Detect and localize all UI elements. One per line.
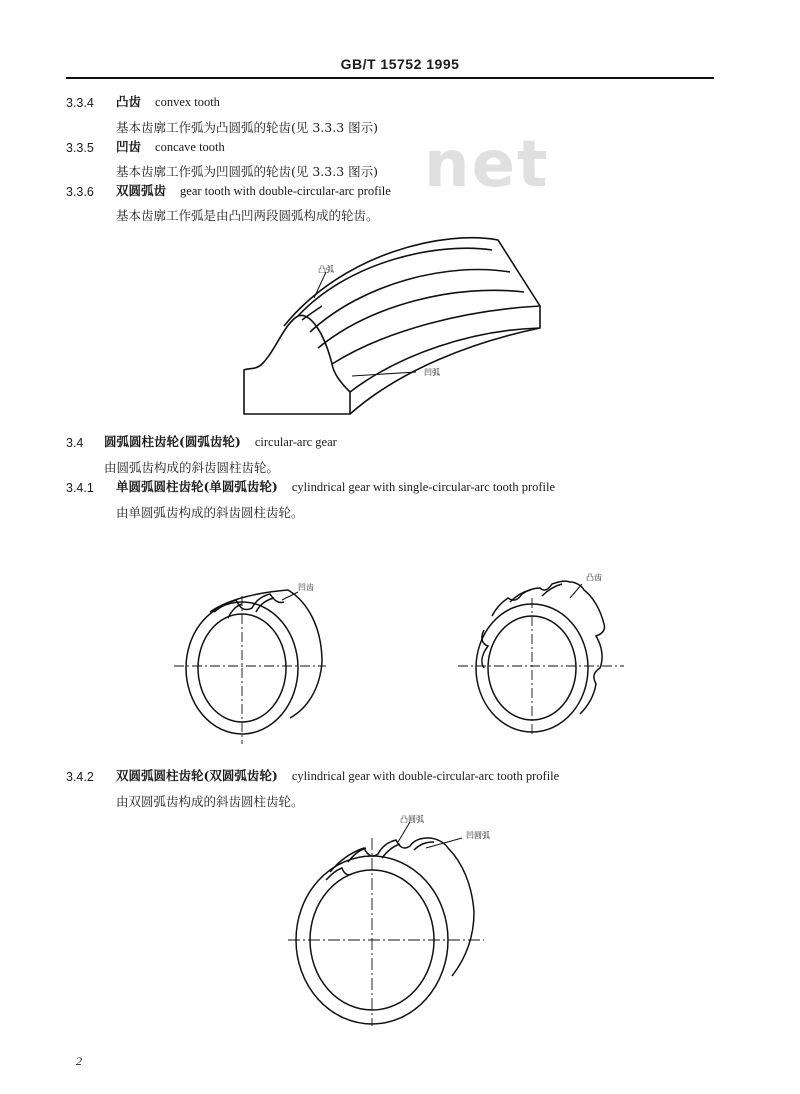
document-header: GB/T 15752 1995 [340, 56, 460, 72]
header-rule [66, 77, 714, 79]
label-concave-arc-gear: 凹圆弧 [466, 831, 490, 840]
definition: 由单圆弧齿构成的斜齿圆柱齿轮。 [116, 505, 304, 520]
label-convex-arc-gear: 凸圆弧 [400, 815, 424, 824]
entry-term-line [116, 96, 220, 109]
term-zh: 圆弧圆柱齿轮(圆弧齿轮) [104, 434, 241, 449]
term-zh: 双圆弧圆柱齿轮(双圆弧齿轮) [116, 768, 278, 783]
label-convex-tooth: 凸齿 [586, 573, 602, 582]
term-en: cylindrical gear with double-circular-arc tooth profile [291, 769, 560, 783]
figure-convex-tooth-gear [456, 568, 626, 738]
definition: 基本齿廓工作弧是由凸凹两段圆弧构成的轮齿。 [116, 208, 379, 223]
entry-term-line [116, 770, 559, 783]
term-en: cylindrical gear with single-circular-arc tooth profile [291, 480, 556, 494]
term-en: convex tooth [155, 95, 220, 109]
entry-number: 3.4.1 [66, 481, 94, 495]
entry-term-line [116, 185, 391, 198]
term-en: concave tooth [155, 140, 225, 154]
term-en: gear tooth with double-circular-arc profile [180, 184, 391, 198]
entry-number: 3.4.2 [66, 770, 94, 784]
term-zh: 双圆弧齿 [116, 183, 167, 198]
term-zh: 单圆弧圆柱齿轮(单圆弧齿轮) [116, 479, 278, 494]
label-concave-arc: 凹弧 [424, 368, 440, 377]
definition: 基本齿廓工作弧为凸圆弧的轮齿(见 3.3.3 图示) [116, 120, 379, 135]
entry-number: 3.3.5 [66, 141, 94, 155]
entry-term-line [104, 436, 337, 449]
figure-double-arc-gear [286, 818, 486, 1028]
entry-number: 3.4 [66, 436, 84, 450]
term-en: circular-arc gear [254, 435, 337, 449]
figure-concave-tooth-gear [170, 578, 330, 748]
term-zh: 凸齿 [116, 94, 142, 109]
figure-double-arc-tooth [240, 232, 560, 432]
watermark: net [424, 128, 550, 202]
label-convex-arc: 凸弧 [318, 265, 334, 274]
page-number: 2 [76, 1054, 82, 1068]
definition: 由双圆弧齿构成的斜齿圆柱齿轮。 [116, 794, 304, 809]
definition: 由圆弧齿构成的斜齿圆柱齿轮。 [104, 460, 280, 475]
term-zh: 凹齿 [116, 139, 142, 154]
entry-number: 3.3.4 [66, 96, 94, 110]
definition: 基本齿廓工作弧为凹圆弧的轮齿(见 3.3.3 图示) [116, 164, 379, 179]
entry-term-line [116, 141, 225, 154]
entry-term-line [116, 481, 555, 494]
label-concave-tooth: 凹齿 [298, 583, 314, 592]
entry-number: 3.3.6 [66, 185, 94, 199]
